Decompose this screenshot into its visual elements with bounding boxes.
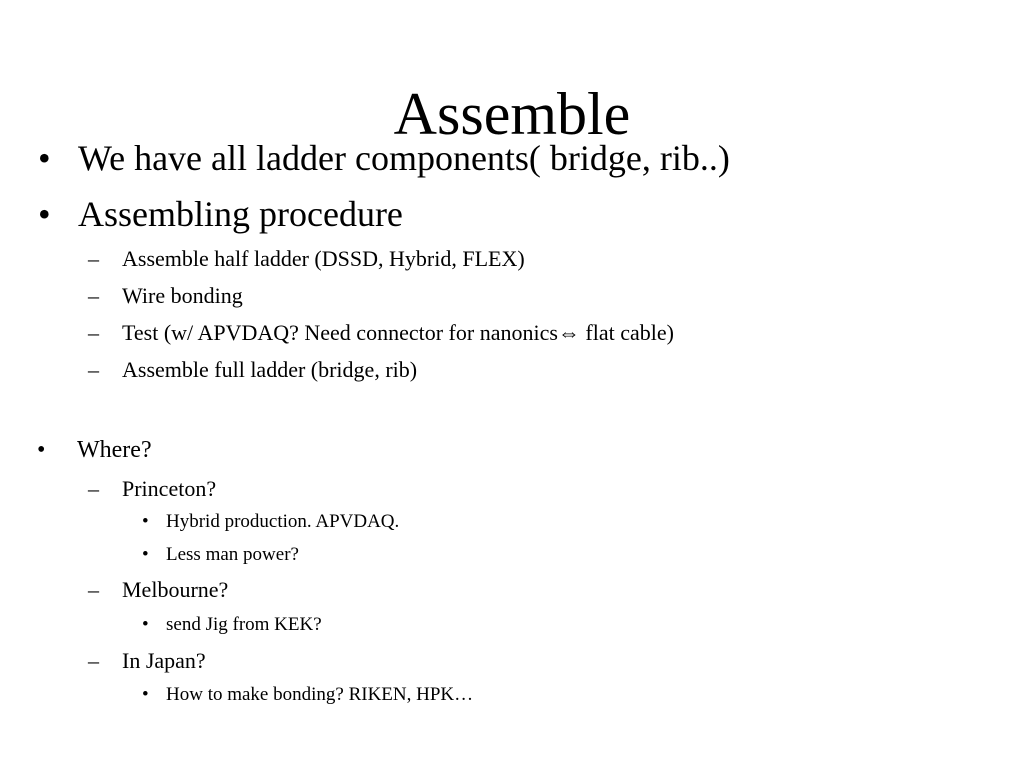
bullet-marker: • (142, 511, 149, 532)
sub-sub-bullet-bonding (142, 684, 474, 706)
bullet-text: Where? (77, 437, 152, 463)
sub-bullet-text: Assemble full ladder (bridge, rib) (122, 357, 418, 382)
sub-bullet-text: Test (w/ APVDAQ? Need connector for nanonics⇔ flat cable) (122, 320, 674, 345)
bullet-text: Assembling procedure (78, 194, 403, 234)
sub-sub-bullet-send-jig (142, 614, 322, 636)
bullet-marker: • (38, 138, 51, 178)
sub-bullet-test (88, 320, 674, 346)
sub-bullet-melbourne (88, 577, 229, 603)
bullet-assembling-procedure (38, 194, 403, 234)
sub-bullet-text: Assemble half ladder (DSSD, Hybrid, FLEX) (122, 246, 525, 271)
dash-marker: – (88, 648, 99, 673)
sub-bullet-text: Princeton? (122, 476, 217, 501)
bullet-marker: • (37, 437, 46, 463)
dash-marker: – (88, 577, 99, 602)
sub-sub-bullet-text: Less man power? (166, 544, 299, 565)
bullet-marker: • (38, 194, 51, 234)
dash-marker: – (88, 357, 99, 382)
sub-bullet-half-ladder (88, 246, 525, 272)
bullet-text: We have all ladder components( bridge, rib..) (78, 138, 730, 178)
dash-marker: – (88, 320, 99, 345)
sub-bullet-text: Wire bonding (122, 283, 243, 308)
sub-bullet-in-japan (88, 648, 206, 674)
bullet-marker: • (142, 614, 149, 635)
sub-bullet-text: Melbourne? (122, 577, 229, 602)
slide-title: Assemble (393, 81, 631, 147)
sub-bullet-text: In Japan? (122, 648, 206, 673)
bullet-ladder-components (38, 138, 730, 178)
bullet-marker: • (142, 544, 149, 565)
sub-sub-bullet-text: How to make bonding? RIKEN, HPK… (166, 684, 474, 705)
dash-marker: – (88, 476, 99, 501)
sub-bullet-wire-bonding (88, 283, 243, 309)
sub-sub-bullet-text: Hybrid production. APVDAQ. (166, 511, 400, 532)
dash-marker: – (88, 246, 99, 271)
sub-sub-bullet-less-man-power (142, 544, 299, 566)
bullet-marker: • (142, 684, 149, 705)
dash-marker: – (88, 283, 99, 308)
sub-sub-bullet-hybrid-production (142, 511, 400, 533)
sub-bullet-full-ladder (88, 357, 418, 383)
bullet-where (37, 436, 152, 464)
sub-sub-bullet-text: send Jig from KEK? (166, 614, 322, 635)
sub-bullet-princeton (88, 476, 217, 502)
